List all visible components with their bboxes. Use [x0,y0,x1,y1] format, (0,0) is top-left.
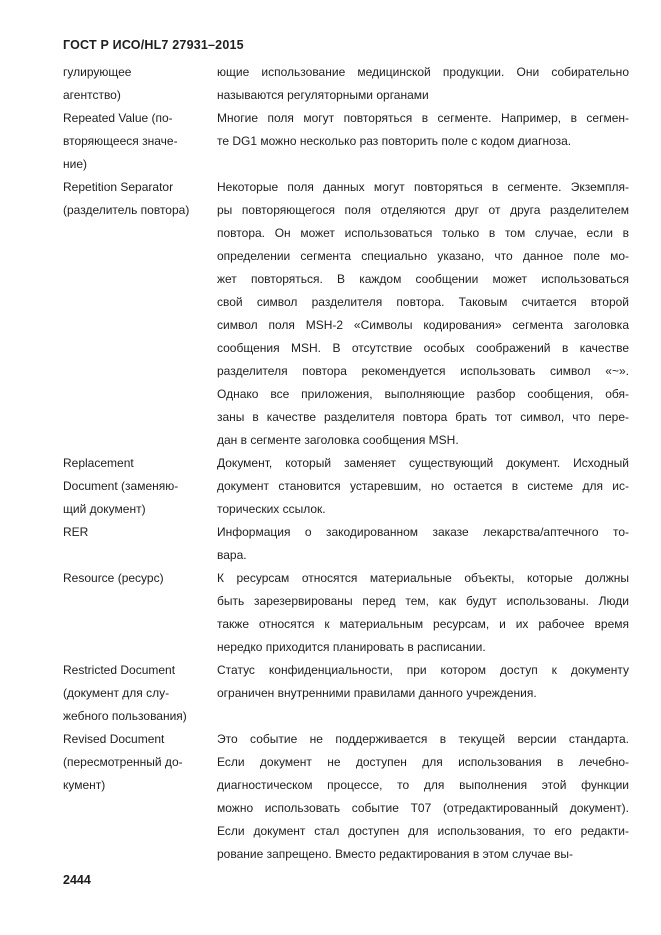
definition-line: Многие поля могут повторяться в сегменте. Например, в сегмен- [217,111,629,125]
glossary-entry [63,107,629,176]
definition-line: сообщения MSH. В отсутствие особых соображений в качестве [217,341,629,355]
definition-line: ющие использование медицинской продукции. Они собирательно [217,65,629,79]
definition-line: разделителя повтора рекомендуется использовать символ «~». [217,364,629,378]
definition-line: те DG1 можно несколько раз повторить поле с кодом диагноза. [217,134,572,148]
glossary-definition [215,107,629,176]
term-line: (документ для слу- [63,686,170,700]
definition-line: Если документ не доступен для использования в лечебно- [217,755,629,769]
glossary-term [63,176,215,452]
definition-line: называются регуляторными органами [217,88,429,102]
glossary-entry [63,659,629,728]
definition-line: ры повторяющегося поля отделяются друг от друга разделителем [217,203,629,217]
glossary-term [63,567,215,659]
term-line: жебного пользования) [63,709,187,723]
definition-line: Документ, который заменяет существующий документ. Исходный [217,456,629,470]
term-line: Repeated Value (по- [63,111,173,125]
glossary-term [63,521,215,567]
definition-line: можно использовать событие T07 (отредактированный документ). [217,801,629,815]
definition-line: символ поля MSH-2 «Символы кодирования» сегмента заголовка [217,318,629,332]
definition-line: нередко приходится планировать в расписании. [217,640,486,654]
glossary-definition [215,176,629,452]
term-line: гулирующее [63,65,132,79]
glossary-term [63,452,215,521]
glossary-term [63,728,215,866]
term-line: агентство) [63,88,121,102]
definition-line: свой символ разделителя повтора. Таковым считается второй [217,295,629,309]
definition-line: Если документ стал доступен для использования, то его редакти- [217,824,629,838]
definition-line: диагностическом процессе, то для выполнения этой функции [217,778,629,792]
term-line: Document (заменяю- [63,479,179,493]
glossary-definition [215,521,629,567]
page-number: 2444 [63,873,91,887]
definition-line: К ресурсам относятся материальные объекты, которые должны [217,571,629,585]
term-line: кумент) [63,778,106,792]
definition-line: также относятся к материальным ресурсам, и их рабочее время [217,617,629,631]
glossary-term [63,659,215,728]
term-line: ние) [63,157,87,171]
term-line: Restricted Document [63,663,176,677]
glossary-entry [63,521,629,567]
glossary-definition [215,567,629,659]
glossary-entry [63,452,629,521]
term-line: RER [63,525,89,539]
term-line: Resource (ресурс) [63,571,164,585]
definition-line: документ становится устаревшим, но остается в системе для ис- [217,479,629,493]
definition-line: повтора. Он может использоваться только в том случае, если в [217,226,629,240]
term-line: Repetition Separator [63,180,174,194]
glossary-entry [63,567,629,659]
term-line: Revised Document [63,732,165,746]
definition-line: заны в качестве разделителя повтора брать тот символ, что пере- [217,410,629,424]
definition-line: торических ссылок. [217,502,326,516]
glossary-entry [63,728,629,866]
definition-line: рование запрещено. Вместо редактирования в этом случае вы- [217,847,574,861]
definition-line: дан в сегменте заголовка сообщения MSH. [217,433,459,447]
glossary-term [63,61,215,107]
glossary-definition [215,659,629,728]
glossary-entry [63,61,629,107]
definition-line: Это событие не поддерживается в текущей версии стандарта. [217,732,629,746]
term-line: вторяющееся значе- [63,134,178,148]
definition-line: вара. [217,548,247,562]
term-line: щий документ) [63,502,146,516]
definition-line: Однако все приложения, выполняющие разбор сообщения, обя- [217,387,629,401]
definition-line: ограничен внутренними правилами данного учреждения. [217,686,537,700]
definition-line: Статус конфиденциальности, при котором доступ к документу [217,663,629,677]
term-line: (разделитель повтора) [63,203,190,217]
term-line: (пересмотренный до- [63,755,183,769]
document-header: ГОСТ Р ИСО/HL7 27931–2015 [63,38,244,52]
glossary-definition [215,61,629,107]
glossary-definition [215,728,629,866]
definition-line: жет повторяться. В каждом сообщении может использоваться [217,272,629,286]
definition-line: определении сегмента специально указано, что данное поле мо- [217,249,629,263]
glossary-table [63,61,629,866]
glossary-term [63,107,215,176]
definition-line: быть зарезервированы перед тем, как будут использованы. Люди [217,594,629,608]
glossary-entry [63,176,629,452]
definition-line: Информация о закодированном заказе лекарства/аптечного то- [217,525,629,539]
definition-line: Некоторые поля данных могут повторяться в сегменте. Экземпля- [217,180,629,194]
glossary-definition [215,452,629,521]
term-line: Replacement [63,456,134,470]
